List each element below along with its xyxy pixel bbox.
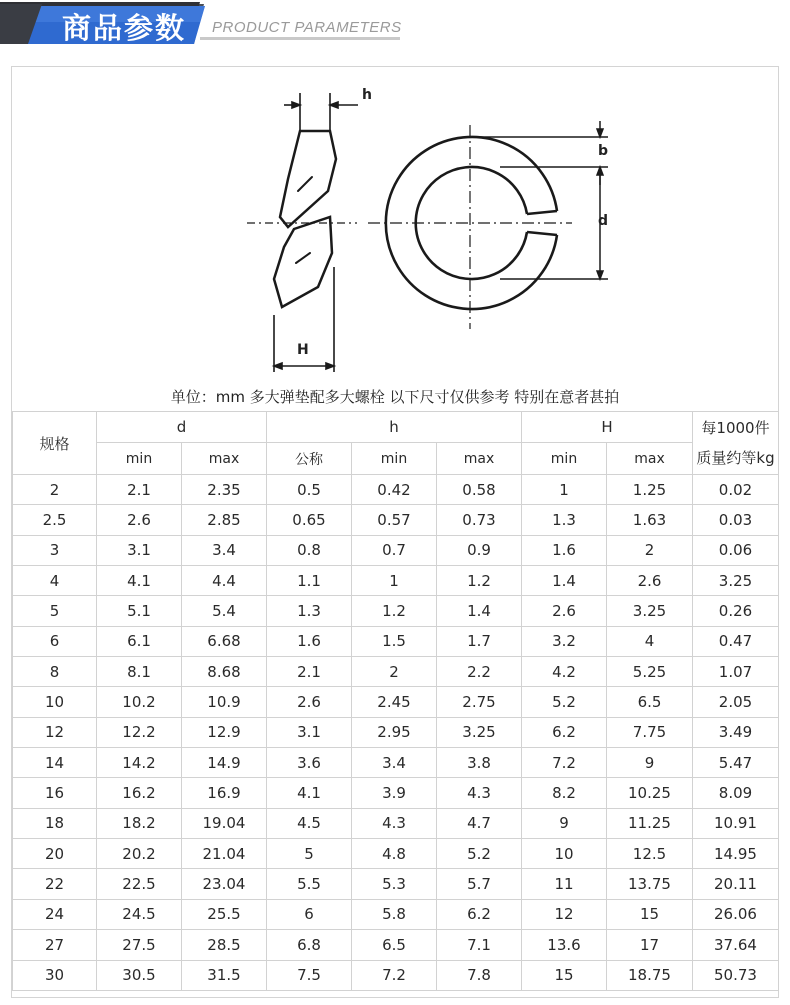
table-cell: 2.6 — [607, 566, 693, 596]
table-cell: 12.2 — [97, 717, 182, 747]
table-cell: 1.2 — [352, 596, 437, 626]
weight-header — [693, 412, 779, 475]
table-cell: 0.58 — [437, 475, 522, 505]
table-cell: 12 — [13, 717, 97, 747]
table-cell: 5.5 — [267, 869, 352, 899]
table-cell: 30.5 — [97, 960, 182, 990]
table-cell: 1.3 — [267, 596, 352, 626]
dimension-label-H: H — [297, 342, 309, 358]
table-cell: 16.9 — [182, 778, 267, 808]
subheader-h-max: max — [437, 443, 522, 475]
table-cell: 3.25 — [693, 566, 779, 596]
table-cell: 1 — [352, 566, 437, 596]
table-cell: 37.64 — [693, 930, 779, 960]
table-cell: 8 — [13, 657, 97, 687]
weight-header-line2: 质量约等kg — [696, 449, 775, 467]
table-cell: 2.5 — [13, 505, 97, 535]
table-cell: 2.85 — [182, 505, 267, 535]
table-cell: 3 — [13, 535, 97, 565]
dimension-label-h: h — [362, 87, 372, 103]
unit-caption: 单位：mm 多大弹垫配多大螺栓 以下尺寸仅供参考 特别在意者甚拍 — [170, 388, 620, 406]
table-cell: 3.25 — [607, 596, 693, 626]
dimension-label-b: b — [598, 143, 609, 159]
table-cell: 20.2 — [97, 839, 182, 869]
table-cell: 2 — [13, 475, 97, 505]
table-cell: 2.1 — [267, 657, 352, 687]
table-row — [13, 566, 779, 596]
table-cell: 10 — [522, 839, 607, 869]
table-cell: 0.7 — [352, 535, 437, 565]
table-cell: 10.9 — [182, 687, 267, 717]
parameters-table — [12, 411, 779, 991]
table-cell: 7.5 — [267, 960, 352, 990]
table-cell: 6.5 — [607, 687, 693, 717]
table-cell: 4.4 — [182, 566, 267, 596]
table-cell: 4 — [13, 566, 97, 596]
table-cell: 30 — [13, 960, 97, 990]
table-cell: 23.04 — [182, 869, 267, 899]
table-cell: 0.26 — [693, 596, 779, 626]
table-cell: 0.65 — [267, 505, 352, 535]
table-row — [13, 687, 779, 717]
table-row — [13, 717, 779, 747]
table-cell: 1.3 — [522, 505, 607, 535]
table-cell: 12.5 — [607, 839, 693, 869]
table-cell: 2.95 — [352, 717, 437, 747]
table-cell: 20 — [13, 839, 97, 869]
table-cell: 1.6 — [267, 626, 352, 656]
table-cell: 50.73 — [693, 960, 779, 990]
table-cell: 1.6 — [522, 535, 607, 565]
table-cell: 0.57 — [352, 505, 437, 535]
table-row — [13, 475, 779, 505]
table-cell: 2.6 — [97, 505, 182, 535]
table-cell: 18.75 — [607, 960, 693, 990]
table-cell: 13.6 — [522, 930, 607, 960]
table-cell: 11 — [522, 869, 607, 899]
table-cell: 2.45 — [352, 687, 437, 717]
group-header-h: h — [267, 412, 522, 443]
table-cell: 3.4 — [352, 748, 437, 778]
table-cell: 22.5 — [97, 869, 182, 899]
table-cell: 9 — [522, 808, 607, 838]
table-cell: 3.6 — [267, 748, 352, 778]
table-cell: 26.06 — [693, 899, 779, 929]
table-cell: 6.5 — [352, 930, 437, 960]
table-cell: 3.4 — [182, 535, 267, 565]
table-cell: 0.73 — [437, 505, 522, 535]
table-cell: 1.07 — [693, 657, 779, 687]
table-cell: 6.2 — [437, 899, 522, 929]
table-cell: 8.09 — [693, 778, 779, 808]
table-cell: 2.05 — [693, 687, 779, 717]
table-cell: 5 — [267, 839, 352, 869]
table-cell: 10.91 — [693, 808, 779, 838]
table-cell: 12 — [522, 899, 607, 929]
table-cell: 5.25 — [607, 657, 693, 687]
table-cell: 0.06 — [693, 535, 779, 565]
table-cell: 3.49 — [693, 717, 779, 747]
weight-header-line1: 每1000件 — [701, 419, 770, 437]
table-cell: 3.1 — [97, 535, 182, 565]
table-cell: 14.2 — [97, 748, 182, 778]
table-row — [13, 808, 779, 838]
table-cell: 15 — [522, 960, 607, 990]
table-cell: 3.9 — [352, 778, 437, 808]
table-cell: 10 — [13, 687, 97, 717]
table-cell: 27 — [13, 930, 97, 960]
table-cell: 7.2 — [522, 748, 607, 778]
table-cell: 19.04 — [182, 808, 267, 838]
group-header-d: d — [97, 412, 267, 443]
table-cell: 5.8 — [352, 899, 437, 929]
table-cell: 3.8 — [437, 748, 522, 778]
table-cell: 0.47 — [693, 626, 779, 656]
table-cell: 5.4 — [182, 596, 267, 626]
subheader-h-min: min — [352, 443, 437, 475]
table-cell: 14.95 — [693, 839, 779, 869]
table-cell: 2.6 — [522, 596, 607, 626]
table-cell: 3.2 — [522, 626, 607, 656]
table-row — [13, 748, 779, 778]
table-cell: 8.1 — [97, 657, 182, 687]
table-cell: 8.68 — [182, 657, 267, 687]
group-header-H: H — [522, 412, 693, 443]
table-cell: 4.3 — [352, 808, 437, 838]
dimension-label-d: d — [598, 213, 609, 229]
table-cell: 7.8 — [437, 960, 522, 990]
table-cell: 18 — [13, 808, 97, 838]
table-cell: 0.9 — [437, 535, 522, 565]
table-cell: 5.47 — [693, 748, 779, 778]
table-cell: 1.7 — [437, 626, 522, 656]
table-cell: 2.2 — [437, 657, 522, 687]
table-cell: 2 — [607, 535, 693, 565]
table-cell: 5.3 — [352, 869, 437, 899]
table-cell: 0.8 — [267, 535, 352, 565]
table-row — [13, 869, 779, 899]
table-row — [13, 657, 779, 687]
subheader-h-nominal: 公称 — [267, 443, 352, 475]
table-cell: 16 — [13, 778, 97, 808]
table-row — [13, 535, 779, 565]
table-cell: 31.5 — [182, 960, 267, 990]
page-title: 商品参数 — [62, 11, 187, 45]
table-cell: 2.75 — [437, 687, 522, 717]
table-cell: 10.2 — [97, 687, 182, 717]
table-cell: 1.25 — [607, 475, 693, 505]
table-cell: 1.4 — [437, 596, 522, 626]
table-cell: 1.5 — [352, 626, 437, 656]
table-cell: 1.4 — [522, 566, 607, 596]
table-cell: 6.2 — [522, 717, 607, 747]
table-cell: 21.04 — [182, 839, 267, 869]
table-row — [13, 899, 779, 929]
washer-technical-drawing — [12, 67, 778, 385]
table-cell: 5.1 — [97, 596, 182, 626]
table-cell: 7.2 — [352, 960, 437, 990]
table-cell: 8.2 — [522, 778, 607, 808]
table-cell: 12.9 — [182, 717, 267, 747]
table-row — [13, 505, 779, 535]
table-cell: 4.2 — [522, 657, 607, 687]
subheader-d-max: max — [182, 443, 267, 475]
table-cell: 4.8 — [352, 839, 437, 869]
table-cell: 16.2 — [97, 778, 182, 808]
table-cell: 6 — [267, 899, 352, 929]
table-cell: 17 — [607, 930, 693, 960]
table-cell: 7.1 — [437, 930, 522, 960]
table-cell: 20.11 — [693, 869, 779, 899]
table-cell: 14 — [13, 748, 97, 778]
table-row — [13, 930, 779, 960]
table-cell: 27.5 — [97, 930, 182, 960]
table-cell: 7.75 — [607, 717, 693, 747]
table-cell: 28.5 — [182, 930, 267, 960]
washer-diagram — [12, 67, 778, 385]
table-cell: 4.7 — [437, 808, 522, 838]
subheader-H-max: max — [607, 443, 693, 475]
table-cell: 22 — [13, 869, 97, 899]
table-row — [13, 839, 779, 869]
table-row — [13, 596, 779, 626]
subheader-d-min: min — [97, 443, 182, 475]
table-cell: 6 — [13, 626, 97, 656]
table-cell: 24 — [13, 899, 97, 929]
page-subtitle: PRODUCT PARAMETERS — [212, 19, 402, 36]
table-row — [13, 960, 779, 990]
header-banner — [0, 0, 790, 52]
table-cell: 4.1 — [267, 778, 352, 808]
table-cell: 5 — [13, 596, 97, 626]
spec-header: 规格 — [13, 412, 97, 475]
table-cell: 9 — [607, 748, 693, 778]
table-cell: 24.5 — [97, 899, 182, 929]
table-row — [13, 626, 779, 656]
table-cell: 2.6 — [267, 687, 352, 717]
table-cell: 4.3 — [437, 778, 522, 808]
table-cell: 0.42 — [352, 475, 437, 505]
table-cell: 4.1 — [97, 566, 182, 596]
table-cell: 5.2 — [522, 687, 607, 717]
subheader-H-min: min — [522, 443, 607, 475]
table-row — [13, 778, 779, 808]
table-header-row — [13, 412, 779, 443]
table-cell: 1.63 — [607, 505, 693, 535]
table-cell: 3.1 — [267, 717, 352, 747]
table-cell: 4.5 — [267, 808, 352, 838]
table-cell: 6.68 — [182, 626, 267, 656]
table-cell: 1.2 — [437, 566, 522, 596]
table-cell: 0.5 — [267, 475, 352, 505]
table-cell: 5.7 — [437, 869, 522, 899]
table-cell: 2.1 — [97, 475, 182, 505]
table-cell: 3.25 — [437, 717, 522, 747]
table-cell: 1.1 — [267, 566, 352, 596]
table-cell: 25.5 — [182, 899, 267, 929]
table-cell: 0.03 — [693, 505, 779, 535]
table-cell: 15 — [607, 899, 693, 929]
table-cell: 18.2 — [97, 808, 182, 838]
table-cell: 6.8 — [267, 930, 352, 960]
table-cell: 4 — [607, 626, 693, 656]
table-cell: 1 — [522, 475, 607, 505]
table-cell: 5.2 — [437, 839, 522, 869]
table-cell: 0.02 — [693, 475, 779, 505]
table-cell: 2 — [352, 657, 437, 687]
table-subheader-row — [13, 443, 779, 475]
table-cell: 14.9 — [182, 748, 267, 778]
table-cell: 6.1 — [97, 626, 182, 656]
table-cell: 11.25 — [607, 808, 693, 838]
table-cell: 10.25 — [607, 778, 693, 808]
table-cell: 2.35 — [182, 475, 267, 505]
table-cell: 13.75 — [607, 869, 693, 899]
